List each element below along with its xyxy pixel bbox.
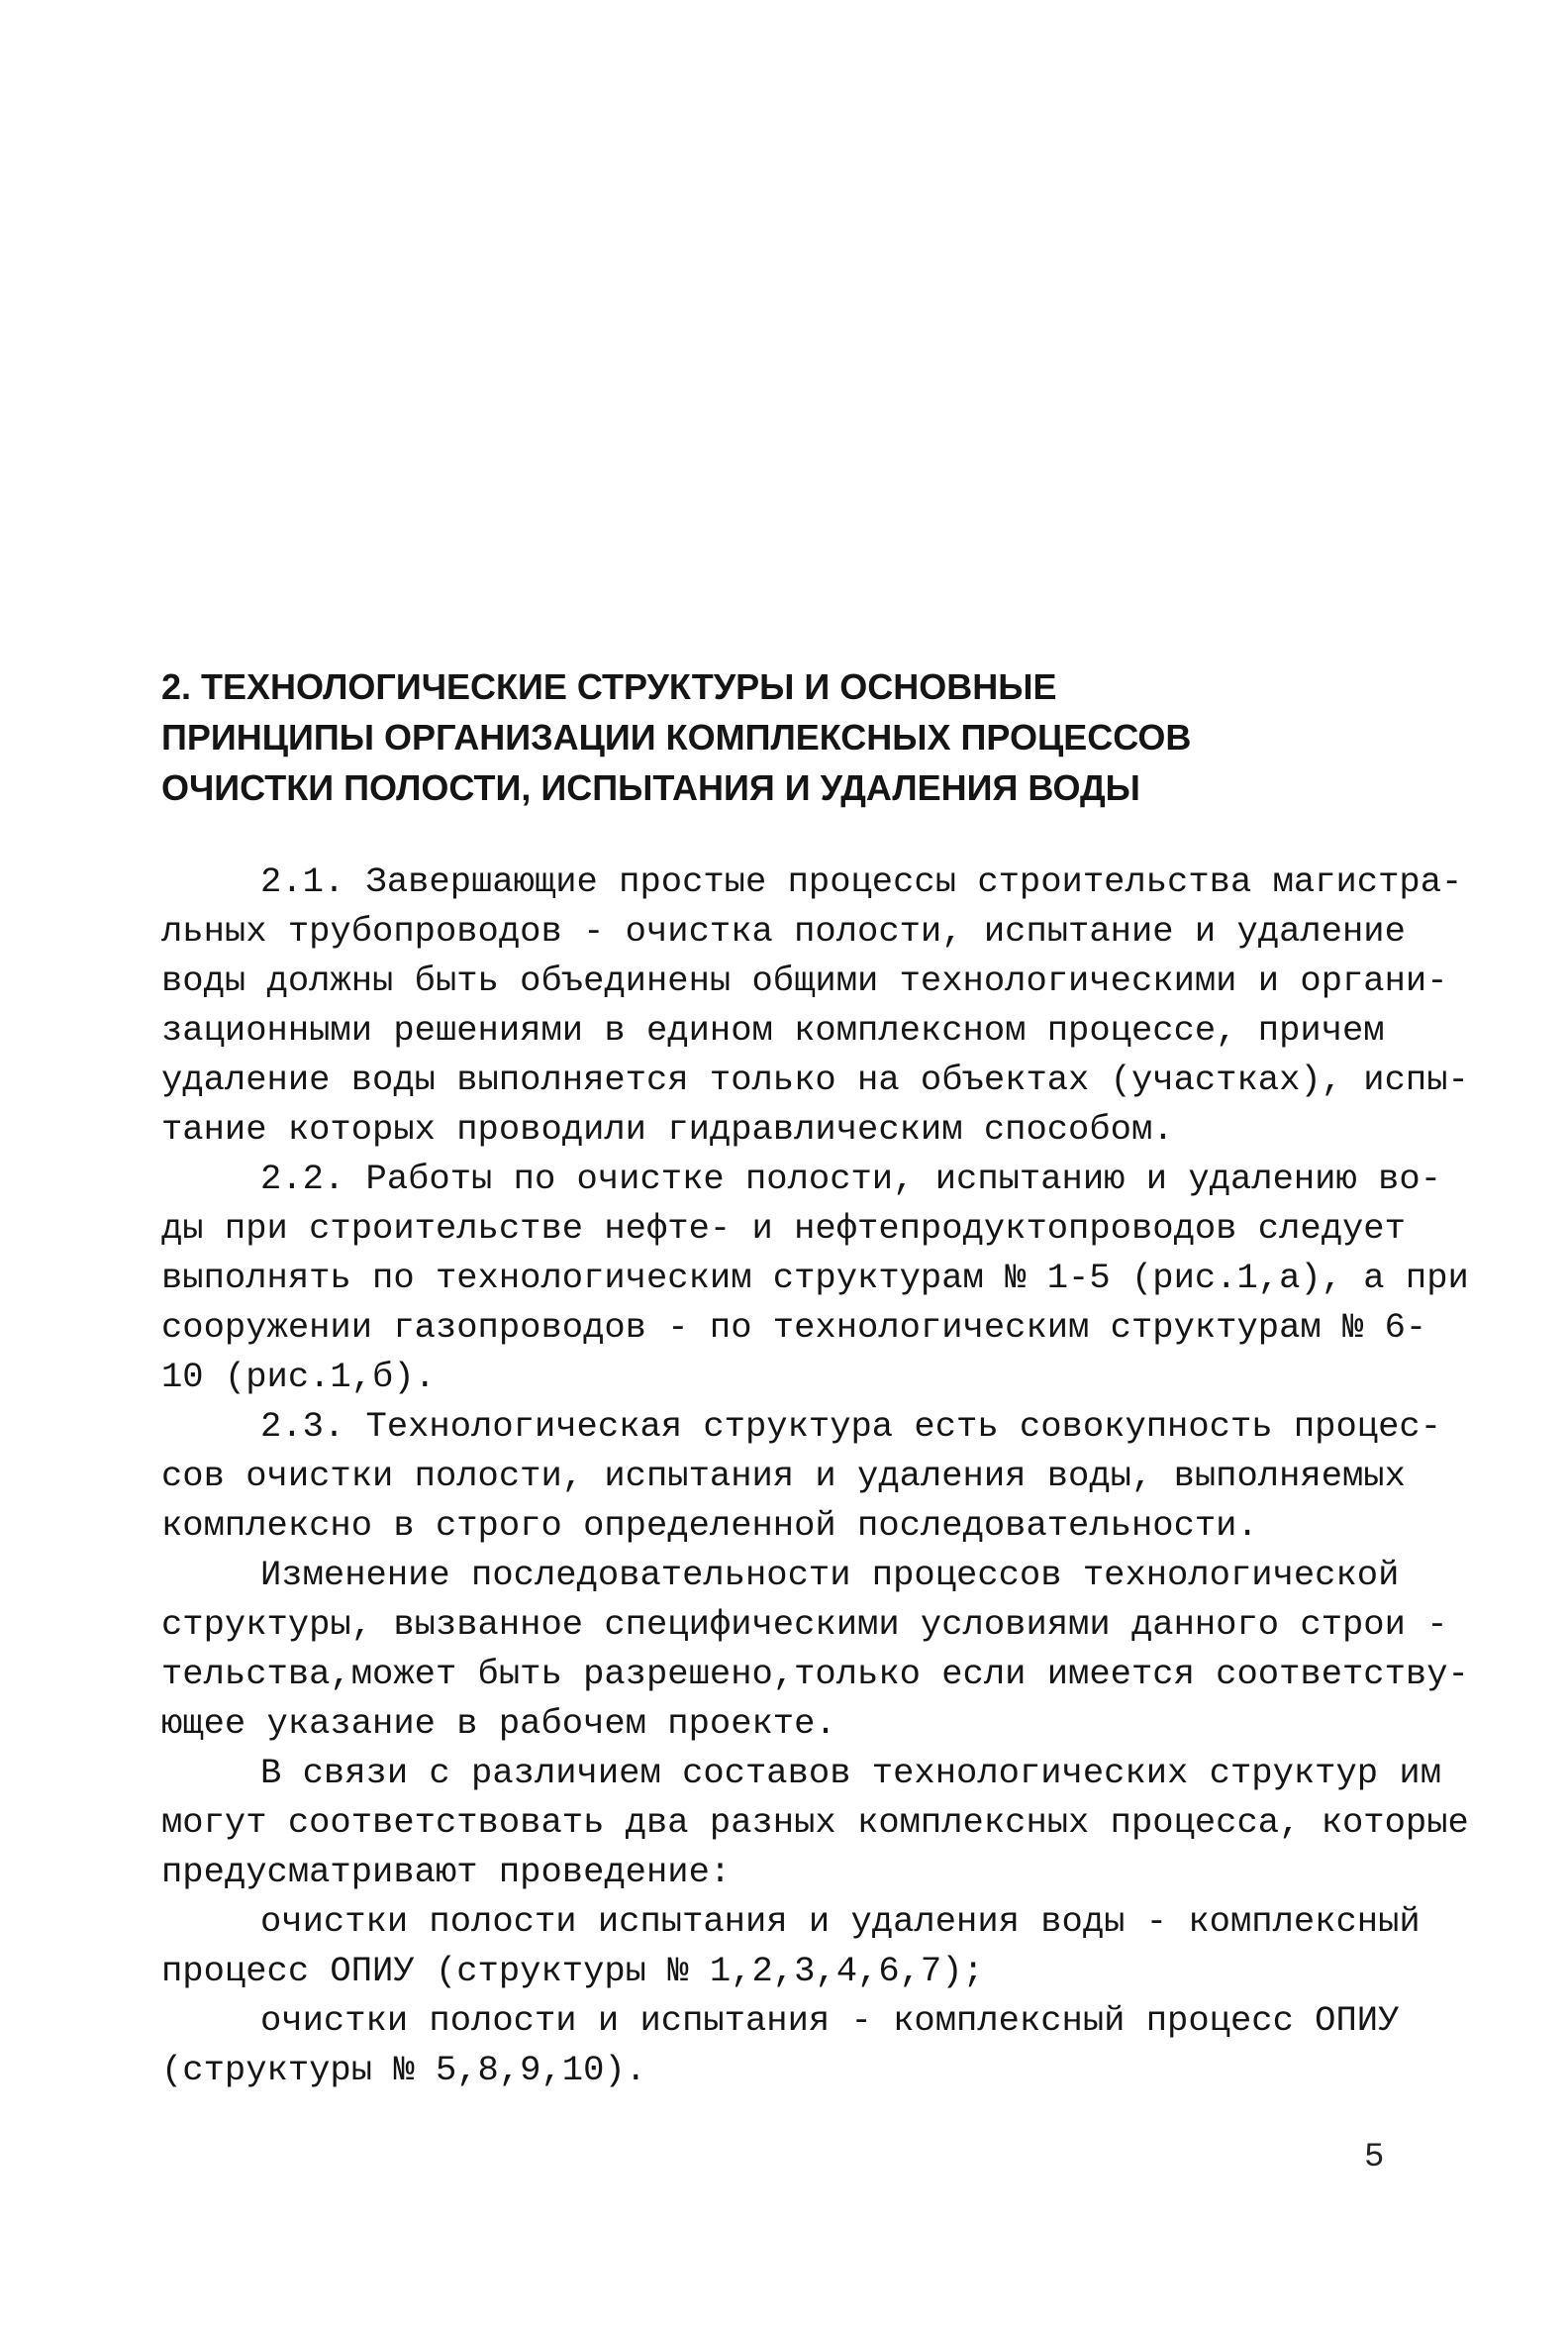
paragraph-change-line: Изменение последовательности процессов технологической <box>260 1555 1400 1595</box>
paragraph-2-1-line: воды должны быть объединены общими технологическими и органи- <box>161 961 1448 1001</box>
paragraph-2-1-line: тание которых проводили гидравлическим способом. <box>161 1109 1174 1150</box>
section-heading <box>161 661 1399 813</box>
paragraph-2-1-line: удаление воды выполняется только на объектах (участках), испы- <box>161 1060 1469 1100</box>
paragraph-processes-line: предусматривают проведение: <box>161 1852 732 1892</box>
paragraph-change-line: структуры, вызванное специфическими условиями данного строи - <box>161 1604 1448 1645</box>
paragraph-2-2-line: выполнять по технологическим структурам № 1-5 (рис.1,а), а при <box>161 1258 1469 1298</box>
paragraph-2-1-line: льных трубопроводов - очистка полости, испытание и удаление <box>161 911 1406 952</box>
paragraph-change-line: тельства,может быть разрешено,только если имеется соответству- <box>161 1654 1469 1694</box>
list-item-line: очистки полости и испытания - комплексный процесс ОПИУ <box>260 2000 1400 2041</box>
paragraph-2-1-line: зационными решениями в едином комплексном процессе, причем <box>161 1010 1385 1051</box>
paragraph-2-3-line: комплексно в строго определенной последовательности. <box>161 1505 1258 1546</box>
paragraph-2-2-line: сооружении газопроводов - по технологическим структурам № 6- <box>161 1307 1427 1348</box>
section-body <box>161 858 1469 2095</box>
paragraph-2-1-line: 2.1. Завершающие простые процессы строительства магистра- <box>260 861 1463 902</box>
page-number: 5 <box>1364 2139 1385 2176</box>
paragraph-processes-line: В связи с различием составов технологических структур им <box>260 1753 1441 1793</box>
paragraph-processes-line: могут соответствовать два разных комплексных процесса, которые <box>161 1802 1469 1843</box>
paragraph-2-2-line: ды при строительстве нефте- и нефтепродуктопроводов следует <box>161 1208 1406 1249</box>
heading-line: 2. ТЕХНОЛОГИЧЕСКИЕ СТРУКТУРЫ И ОСНОВНЫЕ <box>161 666 1057 707</box>
paragraph-2-2-line: 2.2. Работы по очистке полости, испытанию и удалению во- <box>260 1159 1441 1199</box>
heading-line: ПРИНЦИПЫ ОРГАНИЗАЦИИ КОМПЛЕКСНЫХ ПРОЦЕССОВ <box>161 717 1192 758</box>
list-item-line: процесс ОПИУ (структуры № 1,2,3,4,6,7); <box>161 1951 984 1991</box>
heading-line: ОЧИСТКИ ПОЛОСТИ, ИСПЫТАНИЯ И УДАЛЕНИЯ ВОДЫ <box>161 767 1140 808</box>
paragraph-2-3-line: сов очистки полости, испытания и удаления воды, выполняемых <box>161 1456 1406 1496</box>
paragraph-2-2-line: 10 (рис.1,б). <box>161 1357 436 1397</box>
paragraph-2-3-line: 2.3. Технологическая структура есть совокупность процес- <box>260 1406 1441 1447</box>
list-item-line: (структуры № 5,8,9,10). <box>161 2050 646 2090</box>
list-item-line: очистки полости испытания и удаления воды - комплексный <box>260 1901 1421 1942</box>
paragraph-change-line: ющее указание в рабочем проекте. <box>161 1703 836 1744</box>
